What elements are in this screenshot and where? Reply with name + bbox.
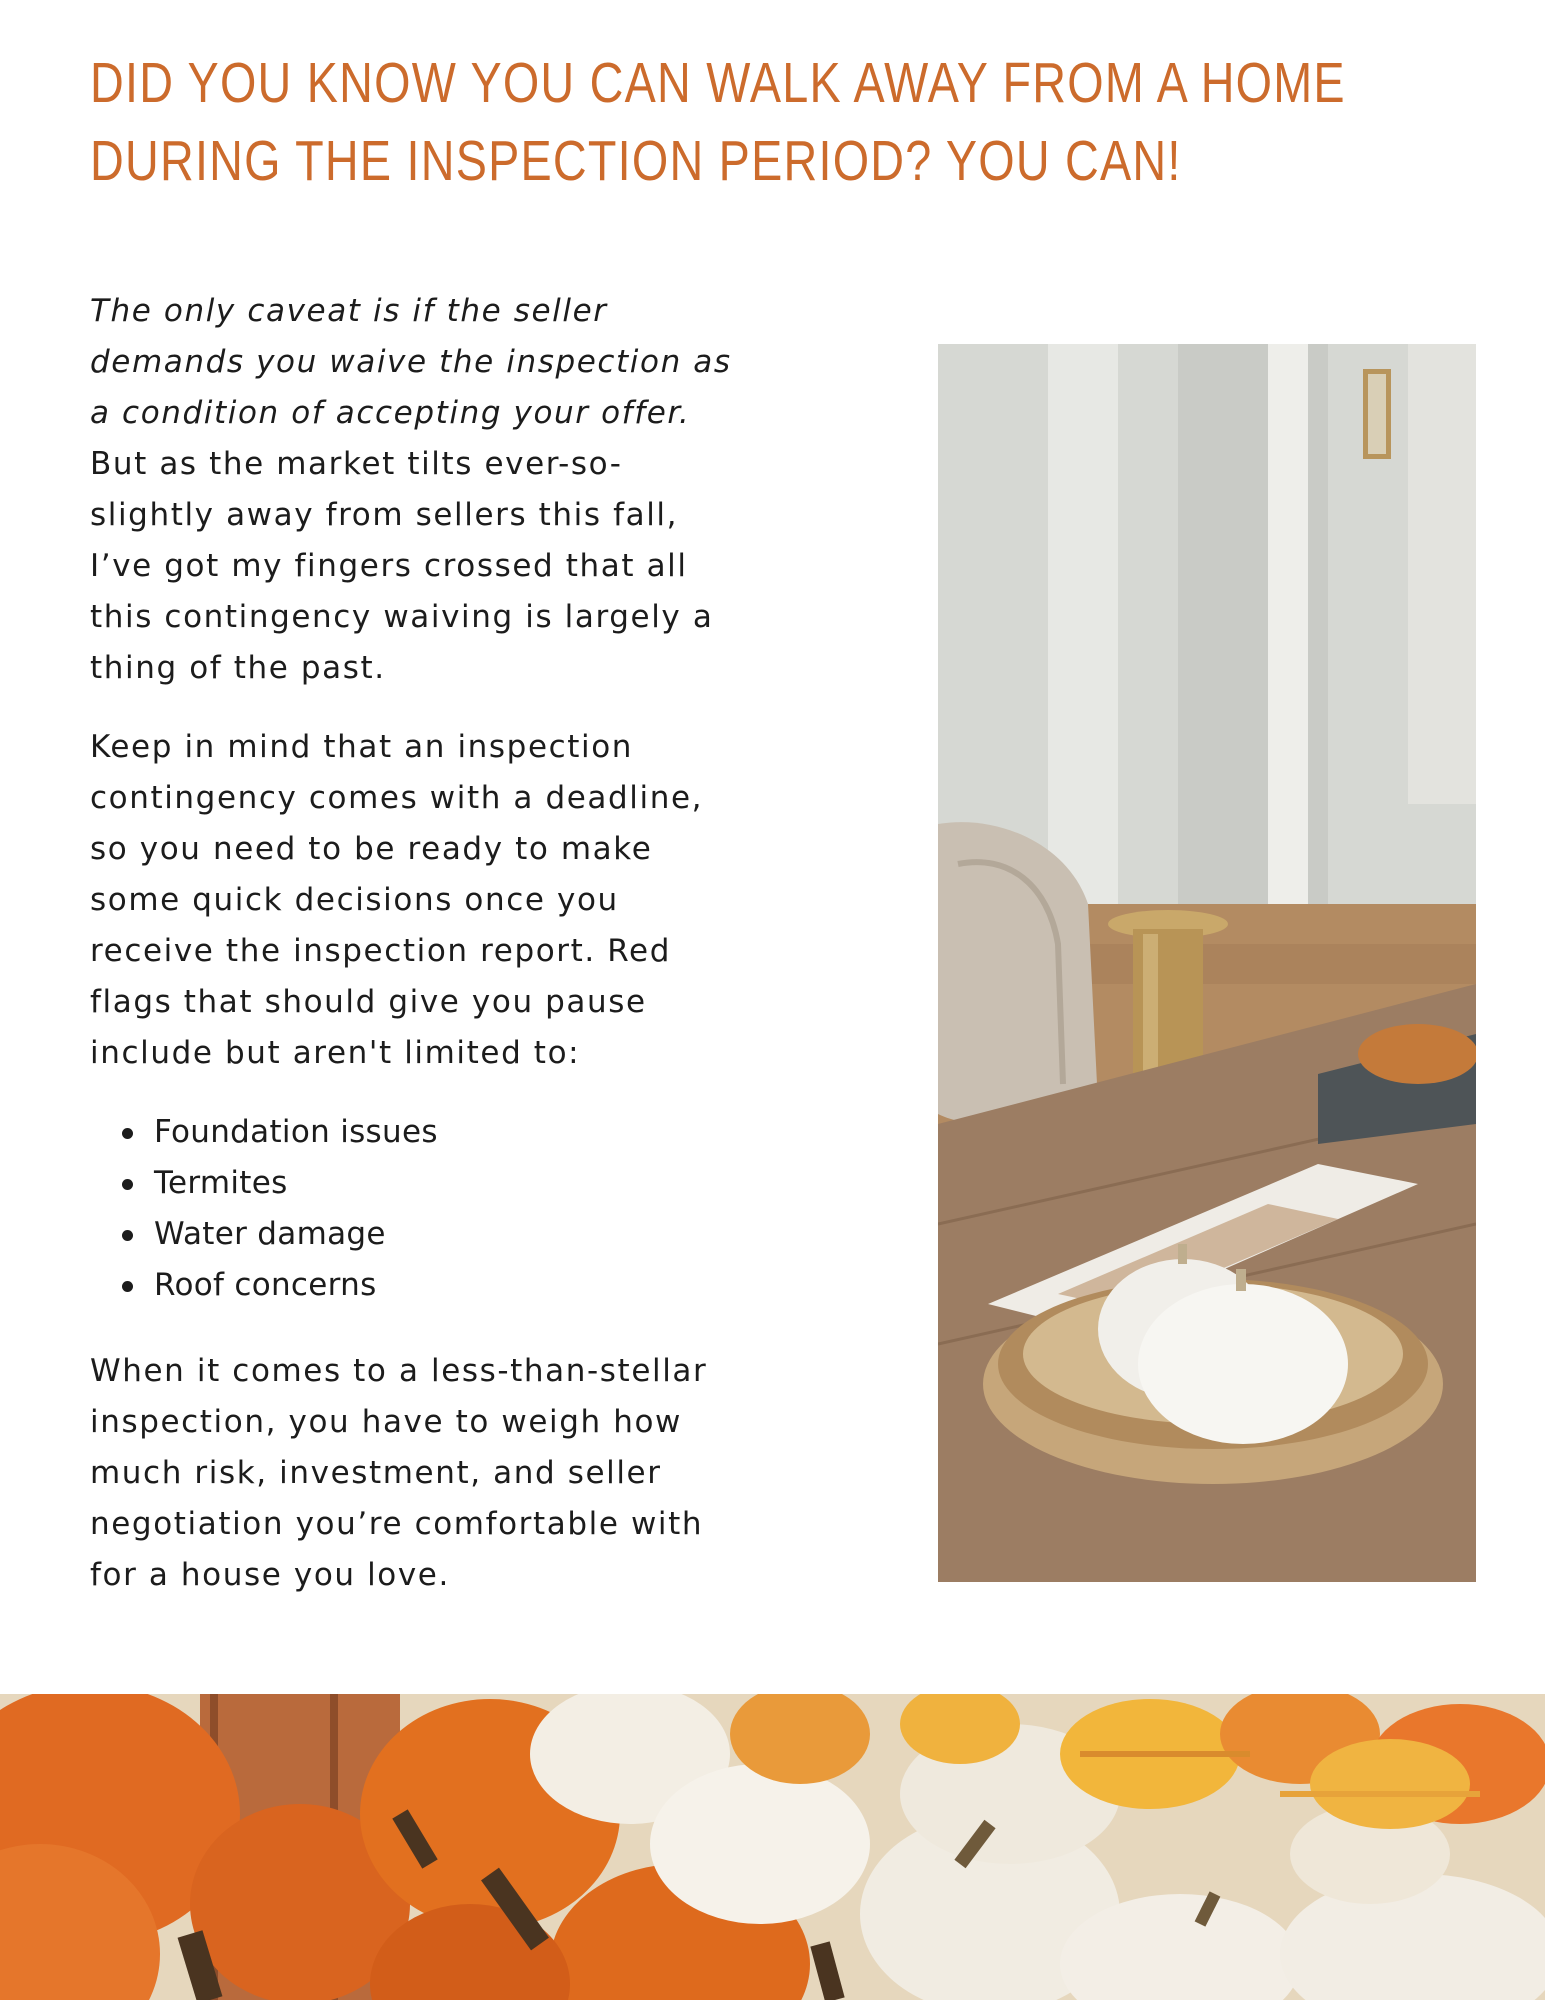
text-line: inspection, you have to weigh how (90, 1404, 682, 1440)
headline-line-2: DURING THE INSPECTION PERIOD? YOU CAN! (90, 129, 1182, 193)
text-line: much risk, investment, and seller (90, 1455, 662, 1491)
bullet-icon (122, 1179, 133, 1190)
text-line: this contingency waiving is largely a (90, 599, 714, 635)
bullet-icon (122, 1128, 133, 1139)
text-line: contingency comes with a deadline, (90, 780, 704, 816)
list-item (122, 1209, 810, 1260)
pumpkins-illustration (0, 1694, 1545, 2000)
paragraph-conclusion (90, 1346, 810, 1601)
list-item (122, 1107, 810, 1158)
list-item (122, 1260, 810, 1311)
bullet-icon (122, 1230, 133, 1241)
text-line: thing of the past. (90, 650, 386, 686)
italic-line: a condition of accepting your offer. (90, 395, 691, 431)
italic-line: The only caveat is if the seller (90, 293, 608, 329)
text-line: include but aren't limited to: (90, 1035, 581, 1071)
paragraph-caveat (90, 286, 810, 694)
text-line: receive the inspection report. Red (90, 933, 671, 969)
article-body (90, 286, 810, 1629)
list-item-label: Roof concerns (154, 1267, 377, 1303)
red-flags-list (90, 1107, 810, 1311)
text-line: for a house you love. (90, 1557, 450, 1593)
living-room-photo (938, 344, 1476, 1582)
bullet-icon (122, 1281, 133, 1292)
text-line: slightly away from sellers this fall, (90, 497, 679, 533)
pumpkins-photo (0, 1694, 1545, 2000)
list-item-label: Termites (154, 1165, 288, 1201)
text-line: flags that should give you pause (90, 984, 647, 1020)
list-item-label: Water damage (154, 1216, 386, 1252)
text-line: Keep in mind that an inspection (90, 729, 634, 765)
text-line: negotiation you’re comfortable with (90, 1506, 704, 1542)
text-line: so you need to be ready to make (90, 831, 653, 867)
italic-line: demands you waive the inspection as (90, 344, 732, 380)
text-line: When it comes to a less-than-stellar (90, 1353, 708, 1389)
text-line: But as the market tilts ever-so- (90, 446, 623, 482)
paragraph-deadline (90, 722, 810, 1079)
living-room-illustration (938, 344, 1476, 1582)
list-item (122, 1158, 810, 1209)
headline-line-1: DID YOU KNOW YOU CAN WALK AWAY FROM A HOME (90, 51, 1346, 115)
text-line: I’ve got my fingers crossed that all (90, 548, 688, 584)
list-item-label: Foundation issues (154, 1114, 438, 1150)
text-line: some quick decisions once you (90, 882, 619, 918)
page-headline (90, 44, 1346, 200)
